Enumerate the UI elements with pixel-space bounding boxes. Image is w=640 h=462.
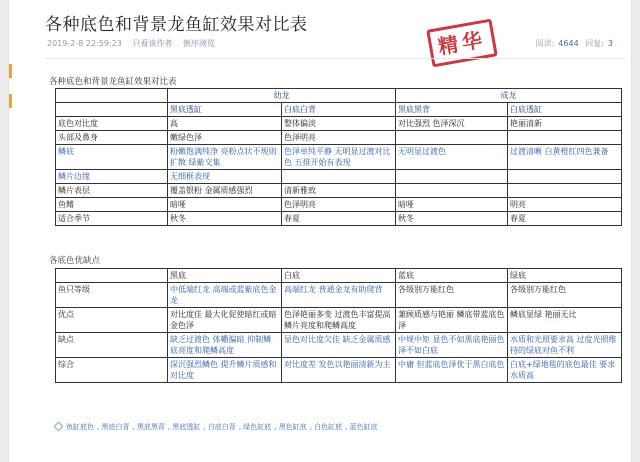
table-cell xyxy=(396,184,508,198)
row-label: 鱼只等级 xyxy=(56,283,168,308)
table-cell: 中规中矩 显色不如黑底艳丽色泽不如白底 xyxy=(396,333,508,358)
table-cell: 整体偏淡 xyxy=(282,117,396,131)
table-cell: 色泽艳丽多变 过渡色丰富提高鳞片亮度和爬鳞高度 xyxy=(282,308,396,333)
row-label: 头部及鼻身 xyxy=(56,131,168,145)
table-cell: 缺乏过渡色 体幡偏暗 抑制鳞底亮度和爬鳞高度 xyxy=(168,333,282,358)
table-cell: 无明显过渡色 xyxy=(396,145,508,170)
table-cell: 各级别万能红色 xyxy=(396,283,508,308)
table-row xyxy=(56,283,622,308)
table-cell xyxy=(56,89,168,103)
table-cell: 色泽单纯平静 无明显过渡对比色 五排开始有表现 xyxy=(282,145,396,170)
post-meta xyxy=(47,38,223,49)
tag-link[interactable]: 黑底透缸 xyxy=(172,423,201,431)
table-cell: 对比强烈 色泽深沉 xyxy=(396,117,508,131)
post-stats xyxy=(532,38,613,49)
tag-link[interactable]: 黑底白背 xyxy=(101,423,130,431)
replies-count: 3 xyxy=(607,39,613,48)
table-row xyxy=(56,212,622,226)
table-cell: 色泽明亮 xyxy=(282,131,396,145)
row-label: 综合 xyxy=(56,358,168,383)
table-cell: 暗哑 xyxy=(168,198,282,212)
table-cell xyxy=(508,131,622,145)
table1-caption: 各种底色和背景龙鱼缸效果对比表 xyxy=(49,77,177,87)
row-label: 底色对比度 xyxy=(56,117,168,131)
table-cell: 显色对比度欠佳 缺乏金属质感 xyxy=(282,333,396,358)
table-cell xyxy=(508,184,622,198)
row-label: 鳞片表层 xyxy=(56,184,168,198)
tag-link[interactable]: 黑底黑背 xyxy=(136,423,165,431)
table-row xyxy=(56,89,622,103)
group-header: 幼龙 xyxy=(168,89,396,103)
column-header: 黑底黑背 xyxy=(396,103,508,117)
table-row xyxy=(56,103,622,117)
column-header: 白底透缸 xyxy=(508,103,622,117)
table-cell: 鳞底显绿 艳丽无比 xyxy=(508,308,622,333)
table-cell: 各级别万能红色 xyxy=(508,283,622,308)
table-row xyxy=(56,184,622,198)
table-cell: 春夏 xyxy=(508,212,622,226)
table-cell: 白底+绿地毯的底色最佳 要求水质高 xyxy=(508,358,622,383)
table2-caption: 各底色优缺点 xyxy=(49,256,101,266)
tag-link[interactable]: 白底白背 xyxy=(207,423,236,431)
table-cell: 嫩绿色泽 xyxy=(168,131,282,145)
side-marker xyxy=(9,94,12,108)
row-label: 优点 xyxy=(56,308,168,333)
tag-link[interactable]: 鱼缸底色 xyxy=(66,423,94,431)
row-label: 鳞底 xyxy=(56,145,168,170)
reverse-order-link[interactable]: 倒序浏览 xyxy=(182,39,215,48)
table-cell: 深沉强烈鳞色 提升鳞片质感和对比度 xyxy=(168,358,282,383)
table-cell: 对比度佳 最大化促使暗红或暗金色泽 xyxy=(168,308,282,333)
post-date: 2019-2-8 22:59:23 xyxy=(47,39,122,48)
header-divider xyxy=(45,58,625,59)
table-cell: 中庸 但蓝底色泽优于黑白底色 xyxy=(396,358,508,383)
table-cell: 色泽明亮 xyxy=(282,198,396,212)
tag-link[interactable]: 蓝色缸底 xyxy=(349,423,378,431)
only-author-link[interactable]: 只看该作者 xyxy=(132,39,173,48)
table-cell: 秋冬 xyxy=(168,212,282,226)
table-cell: 水质和光照要求高 过度光照维持的绿底对鱼不利 xyxy=(508,333,622,358)
table-row xyxy=(56,117,622,131)
views-count: 4644 xyxy=(558,39,579,48)
side-marker xyxy=(9,64,12,78)
replies-label: 回复: xyxy=(585,39,604,48)
row-label: 缺点 xyxy=(56,333,168,358)
table-cell: 过渡清晰 白黄橙红四色兼备 xyxy=(508,145,622,170)
table-cell xyxy=(396,131,508,145)
column-header: 黑底透缸 xyxy=(168,103,282,117)
table-cell: 对比度差 发色以艳丽清新为主 xyxy=(282,358,396,383)
table-cell: 高 xyxy=(168,117,282,131)
table-cell: 覆盖银粉 金属质感强烈 xyxy=(168,184,282,198)
table-cell xyxy=(56,103,168,117)
table-row xyxy=(56,170,622,184)
column-header: 绿底 xyxy=(508,269,622,283)
pros-cons-table xyxy=(55,268,622,383)
tag-icon xyxy=(54,422,64,432)
table-row xyxy=(56,145,622,170)
table-cell xyxy=(396,170,508,184)
tag-link[interactable]: 白色缸底 xyxy=(314,423,343,431)
table-row xyxy=(56,358,622,383)
table-cell: 中低端红龙 高端或蓝紫底色金龙 xyxy=(168,283,282,308)
table-row xyxy=(56,308,622,333)
views-label: 阅读: xyxy=(535,39,555,48)
tag-link[interactable]: 绿色缸底 xyxy=(243,423,272,431)
table-row xyxy=(56,131,622,145)
table-cell: 清新雅致 xyxy=(282,184,396,198)
table-row xyxy=(56,333,622,358)
featured-stamp: 精华 xyxy=(426,19,498,68)
row-label: 鳞片边缘 xyxy=(56,170,168,184)
table-cell: 秋冬 xyxy=(396,212,508,226)
table-cell: 兼顾质感与艳丽 鳞底带蓝底色泽 xyxy=(396,308,508,333)
table-cell xyxy=(56,269,168,283)
table-cell xyxy=(508,170,622,184)
table-cell: 粉嫩饱满纯净 亮粉点状不规则扩散 绿紫交集 xyxy=(168,145,282,170)
column-header: 白底 xyxy=(282,269,396,283)
page-title: 各种底色和背景龙鱼缸效果对比表 xyxy=(45,15,308,35)
column-header: 白底白背 xyxy=(282,103,396,117)
table-cell: 高端红龙 普通金龙有助爬背 xyxy=(282,283,396,308)
column-header: 黑底 xyxy=(168,269,282,283)
table-row xyxy=(56,198,622,212)
tag-link[interactable]: 黑色缸底 xyxy=(278,423,307,431)
tag-list: 鱼缸底色 , 黑底白背 , 黑底黑背 , 黑底透缸 , 白底白背 , 绿色缸底 , 黑色缸底 , 白色缸底 , 蓝色缸底 xyxy=(55,422,381,432)
row-label: 适合季节 xyxy=(56,212,168,226)
group-header: 成龙 xyxy=(396,89,622,103)
row-label: 鱼鳍 xyxy=(56,198,168,212)
table-cell: 艳丽清新 xyxy=(508,117,622,131)
table-cell: 无细框表现 xyxy=(168,170,282,184)
comparison-table xyxy=(55,88,622,226)
table-row xyxy=(56,269,622,283)
article-page xyxy=(8,0,632,462)
table-cell xyxy=(282,170,396,184)
table-cell: 暗哑 xyxy=(396,198,508,212)
table-cell: 明亮 xyxy=(508,198,622,212)
table-cell: 春夏 xyxy=(282,212,396,226)
column-header: 蓝底 xyxy=(396,269,508,283)
